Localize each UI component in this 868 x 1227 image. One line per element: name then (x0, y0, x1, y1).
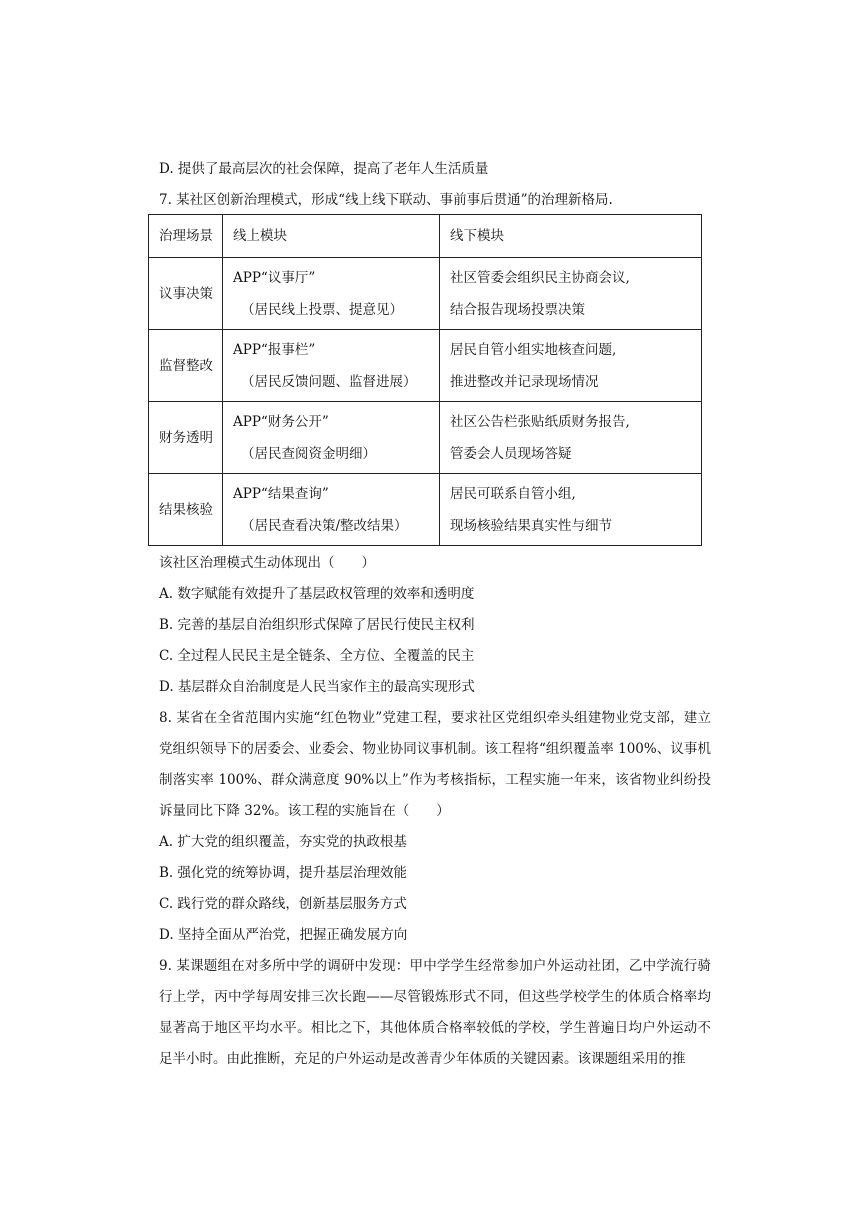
table-row (149, 402, 702, 474)
online-module-name: APP“结果查询” (233, 485, 329, 502)
table-row (149, 474, 702, 546)
online-cell (223, 258, 440, 330)
table-header-scene: 治理场景 (149, 215, 223, 258)
online-module-name: APP“议事厅” (233, 269, 316, 286)
table-header-online: 线上模块 (223, 215, 440, 258)
online-cell (223, 330, 440, 402)
q7-option-b: B. 完善的基层自治组织形式保障了居民行使民主权利 (159, 617, 475, 633)
q8-option-c: C. 践行党的群众路线，创新基层服务方式 (159, 896, 407, 912)
online-module-desc: （居民线上投票、提意见） (241, 301, 403, 318)
online-cell (223, 402, 440, 474)
offline-line-1: 居民可联系自管小组, (450, 485, 576, 502)
offline-line-1: 社区公告栏张贴纸质财务报告, (450, 413, 630, 430)
scene-cell: 议事决策 (149, 258, 223, 330)
online-module-name: APP“报事栏” (233, 341, 316, 358)
governance-table (148, 214, 702, 546)
q7-option-d: D. 基层群众自治制度是人民当家作主的最高实现形式 (159, 679, 475, 695)
online-module-desc: （居民反馈问题、监督进展） (241, 373, 417, 390)
q7-stem: 7. 某社区创新治理模式，形成“线上线下联动、事前事后贯通”的治理新格局. (159, 192, 613, 208)
q8-option-d: D. 坚持全面从严治党，把握正确发展方向 (159, 927, 408, 943)
scene-cell: 监督整改 (149, 330, 223, 402)
offline-line-2: 推进整改并记录现场情况 (450, 373, 599, 390)
offline-cell (440, 330, 702, 402)
q8-stem: 8. 某省在全省范围内实施“红色物业”党建工程，要求社区党组织牵头组建物业党支部，建立党组织领导下的居委会、业委会、物业协同议事机制。该工程将“组织覆盖率 100%、议事机制落实率 100%、群众满意度 90%以上”作为考核指标，工程实施一年来，该省物业纠纷投诉量同比下降 32%。该工程的实施旨在（ ） (159, 710, 711, 819)
offline-line-2: 结合报告现场投票决策 (450, 301, 585, 318)
scene-cell: 结果核验 (149, 474, 223, 546)
online-module-name: APP“财务公开” (233, 413, 329, 430)
offline-line-2: 现场核验结果真实性与细节 (450, 517, 612, 534)
q8-option-a: A. 扩大党的组织覆盖，夯实党的执政根基 (159, 834, 407, 850)
q7-option-a: A. 数字赋能有效提升了基层政权管理的效率和透明度 (159, 586, 475, 602)
scene-cell: 财务透明 (149, 402, 223, 474)
q7-option-c: C. 全过程人民民主是全链条、全方位、全覆盖的民主 (159, 648, 475, 664)
offline-cell (440, 474, 702, 546)
q9-stem: 9. 某课题组在对多所中学的调研中发现：甲中学学生经常参加户外运动社团，乙中学流行骑行上学，丙中学每周安排三次长跑——尽管锻炼形式不同，但这些学校学生的体质合格率均显著高于地区平均水平。相比之下，其他体质合格率较低的学校，学生普遍日均户外运动不足半小时。由此推断，充足的户外运动是改善青少年体质的关键因素。该课题组采用的推 (159, 958, 711, 1067)
offline-line-1: 居民自管小组实地核查问题, (450, 341, 617, 358)
q8-option-b: B. 强化党的统筹协调，提升基层治理效能 (159, 865, 408, 881)
q7-question: 该社区治理模式生动体现出（ ） (159, 555, 375, 571)
online-cell (223, 474, 440, 546)
offline-line-1: 社区管委会组织民主协商会议, (450, 269, 630, 286)
option-d-previous: D. 提供了最高层次的社会保障，提高了老年人生活质量 (159, 161, 489, 177)
online-module-desc: （居民查阅资金明细） (241, 445, 376, 462)
table-row (149, 258, 702, 330)
table-header-offline: 线下模块 (440, 215, 702, 258)
offline-line-2: 管委会人员现场答疑 (450, 445, 572, 462)
table-header-row (149, 215, 702, 258)
offline-cell (440, 258, 702, 330)
table-row (149, 330, 702, 402)
offline-cell (440, 402, 702, 474)
online-module-desc: （居民查看决策/整改结果） (241, 517, 408, 534)
